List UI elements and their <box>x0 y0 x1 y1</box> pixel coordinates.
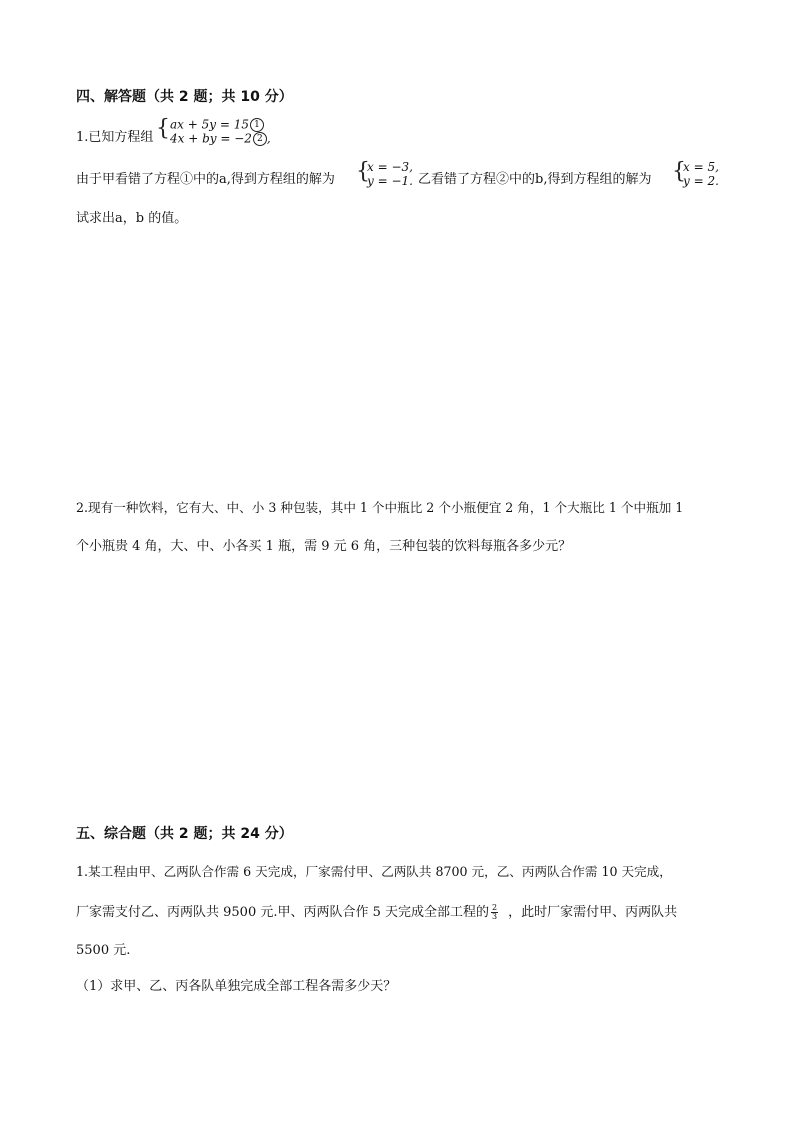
section-5-heading: 五、综合题（共 2 题；共 24 分） <box>76 826 293 842</box>
solution-2-x: x = 5, <box>683 160 719 174</box>
solution-2-y: y = 2. <box>683 174 719 188</box>
equation-2: 4x + by = −2 2 , <box>170 131 271 146</box>
circled-mark-1: 1 <box>250 118 264 132</box>
s5-q1-line-3: 5500 元. <box>76 943 131 958</box>
equation-1: ax + 5y = 15 1 <box>170 118 264 132</box>
q1-line-3: 试求出a，b 的值。 <box>76 211 188 226</box>
solution-1-brace: { <box>356 159 370 184</box>
solution-1-x: x = −3, <box>367 160 413 174</box>
s5-q1-line-1: 1.某工程由甲、乙两队合作需 6 天完成，厂家需付甲、乙两队共 8700 元，乙、丙两队合作需 10 天完成， <box>76 864 672 879</box>
s5-q1-line-2: 厂家需支付乙、丙两队共 9500 元.甲、丙两队合作 5 天完成全部工程的 $\frac{2}{3}$ ，此时厂家需付甲、丙两队共 <box>76 903 678 921</box>
system-brace: { <box>156 116 170 141</box>
solution-1-y: y = −1. <box>367 174 413 188</box>
fraction-two-thirds: $\frac{2}{3}$ <box>492 903 498 921</box>
circled-mark-2: 2 <box>253 132 267 146</box>
q1-line-2b: 乙看错了方程②中的b,得到方程组的解为 <box>418 172 652 187</box>
solution-2-brace: { <box>672 159 686 184</box>
s5-q1-sub-1: （1）求甲、乙、丙各队单独完成全部工程各需多少天？ <box>76 979 397 994</box>
q1-prefix: 1.已知方程组 <box>76 130 154 145</box>
section-4-heading: 四、解答题（共 2 题；共 10 分） <box>76 89 293 105</box>
q2-line-2: 个小瓶贵 4 角，大、中、小各买 1 瓶，需 9 元 6 角，三种包装的饮料每瓶各多少元？ <box>76 539 572 554</box>
q2-line-1: 2.现有一种饮料，它有大、中、小 3 种包装，其中 1 个中瓶比 2 个小瓶便宜 2 角，1 个大瓶比 1 个中瓶加 1 <box>76 500 684 515</box>
q1-line-2a: 由于甲看错了方程①中的a,得到方程组的解为 <box>76 172 335 187</box>
